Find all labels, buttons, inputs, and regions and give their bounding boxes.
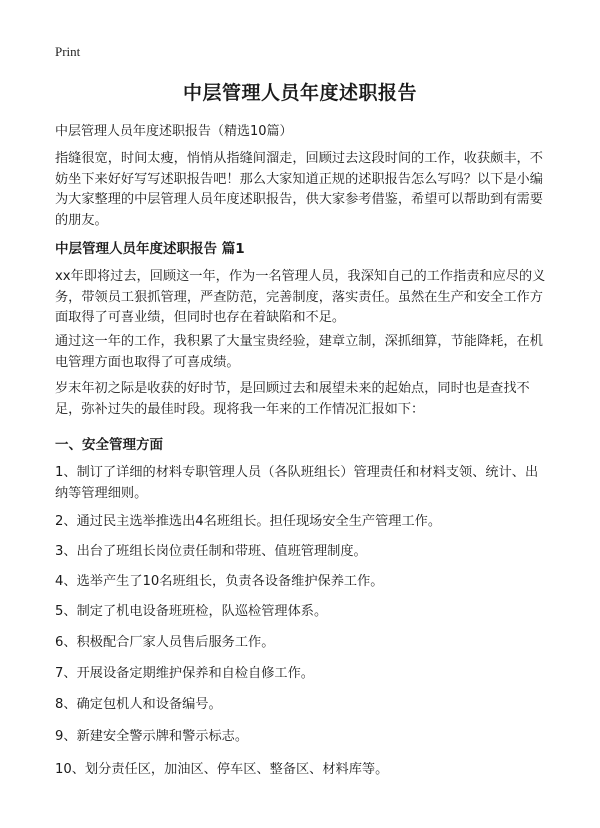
list-item: 8、确定包机人和设备编号。 [55,697,222,712]
list-item: 10、划分责任区，加油区、停车区、整备区、材料库等。 [55,762,389,777]
print-link[interactable]: Print [55,44,81,59]
page-title: 中层管理人员年度述职报告 [182,82,417,104]
body-paragraph: xx年即将过去，回顾这一年，作为一名管理人员，我深知自己的工作指责和应尽的义务，带领员工狠抓管理，严查防范，完善制度，落实责任。虽然在生产和安全工作方面取得了可喜业绩，但同时也存在着缺陷和不足。 [55,269,546,325]
list-item: 3、出台了班组长岗位责任制和带班、值班管理制度。 [55,544,367,559]
list-item: 5、制定了机电设备班班检，队巡检管理体系。 [55,604,328,619]
body-paragraph: 通过这一年的工作，我积累了大量宝贵经验，建章立制，深抓细算，节能降耗，在机电管理方面也取得了可喜成绩。 [55,334,543,370]
intro-paragraph: 指缝很宽，时间太瘦，悄悄从指缝间溜走，回顾过去这段时间的工作，收获颇丰，不妨坐下来好好写写述职报告吧！那么大家知道正规的述职报告怎么写吗？以下是小编为大家整理的中层管理人员年度述职报告，供大家参考借鉴，希望可以帮助到有需要的朋友。 [55,151,543,228]
list-item: 7、开展设备定期维护保养和自检自修工作。 [55,666,314,681]
list-item: 9、新建安全警示牌和警示标志。 [55,729,249,744]
subsection-heading: 一、安全管理方面 [55,437,163,453]
list-item: 1、制订了详细的材料专职管理人员（各队班组长）管理责任和材料支领、统计、出纳等管理细则。 [55,465,539,501]
list-item: 2、通过民主选举推选出4名班组长。担任现场安全生产管理工作。 [55,514,442,529]
subtitle: 中层管理人员年度述职报告（精选10篇） [55,124,293,139]
list-item: 4、选举产生了10名班组长，负责各设备维护保养工作。 [55,574,384,589]
section-heading: 中层管理人员年度述职报告 篇1 [55,241,245,257]
body-paragraph: 岁末年初之际是收获的好时节，是回顾过去和展望未来的起始点，同时也是查找不足，弥补过失的最佳时段。现将我一年来的工作情况汇报如下： [55,381,530,417]
list-item: 6、积极配合厂家人员售后服务工作。 [55,635,275,650]
